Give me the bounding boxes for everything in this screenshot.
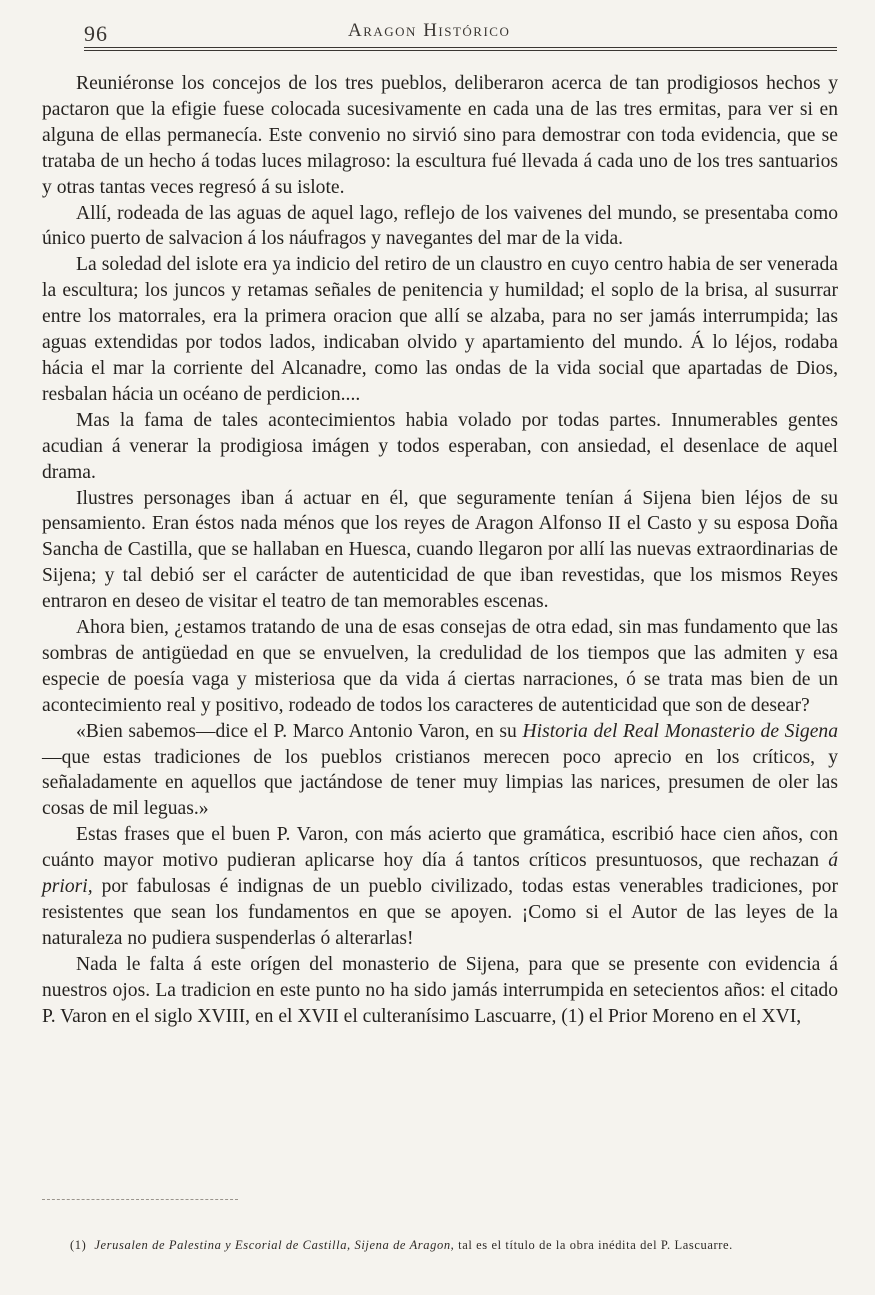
paragraph-text: Nada le falta á este orígen del monasterio de Sijena, para que se presente con evidencia á nuestros ojos. La tradicion en este punto no ha sido jamás interrumpida en setecientos años: el citado P. Varon en el siglo XVIII, en el XVII el culteranísimo Lascuarre, (1) el Prior Moreno en el XVI,	[42, 953, 838, 1027]
paragraph	[42, 252, 838, 407]
paragraph-text: Estas frases que el buen P. Varon, con más acierto que gramática, escribió hace cien años, con cuánto mayor motivo pudieran aplicarse hoy día á tantos críticos presuntuosos, que rechazan	[42, 824, 838, 872]
body-text	[42, 71, 838, 1030]
footnote-marker: (1)	[70, 1238, 87, 1252]
footnote-text: tal es el título de la obra inédita del P. Lascuarre.	[454, 1238, 733, 1252]
footnote-title: Jerusalen de Palestina y Escorial de Castilla, Sijena de Aragon,	[94, 1238, 455, 1252]
paragraph-text: Reuniéronse los concejos de los tres pueblos, deliberaron acerca de tan prodigiosos hechos y pactaron que la efigie fuese colocada sucesivamente en cada una de las tres ermitas, para ver si en alguna de ellas permanecía. Este convenio no sirvió sino para demostrar con toda evidencia, que se trataba de un hecho á todas luces milagroso: la escultura fué llevada á cada uno de los tres santuarios y otras tantas veces regresó á su islote.	[42, 73, 838, 198]
paragraph-text: Mas la fama de tales acontecimientos habia volado por todas partes. Innumerables gentes acudian á venerar la prodigiosa imágen y todos esperaban, con ansiedad, el desenlace de aquel drama.	[42, 409, 838, 483]
header-rule	[84, 47, 837, 48]
footnote	[42, 1234, 838, 1256]
italic-title: Historia del Real Monasterio de Sigena	[522, 720, 838, 742]
paragraph-text: —que estas tradiciones de los pueblos cristianos merecen poco aprecio en los críticos, y señaladamente en aquellos que jactándose de tener muy limpias las narices, presumen de oler las cosas de mil leguas.»	[42, 746, 838, 820]
paragraph-text: por fabulosas é indignas de un pueblo civilizado, todas estas venerables tradiciones, por resistentes que sean los fundamentos en que se apoyen. ¡Como si el Autor de las leyes de la naturaleza no pudiera suspenderlas ó alterarlas!	[42, 876, 838, 949]
paragraph	[42, 719, 838, 823]
paragraph-text: Ahora bien, ¿estamos tratando de una de esas consejas de otra edad, sin mas fundamento que las sombras de antigüedad en que se envuelven, la credulidad de los tiempos que las admiten y esa especie de poesía vaga y misteriosa que da vida á ciertas narraciones, ó se trata mas bien de un acontecimiento real y positivo, rodeado de todos los caracteres de autenticidad que son de desear?	[42, 617, 838, 716]
paragraph-text: La soledad del islote era ya indicio del retiro de un claustro en cuyo centro habia de ser venerada la escultura; los juncos y retamas señales de penitencia y humildad; el soplo de la brisa, al susurrar entre los matorrales, era la primera oracion que allí se alzaba, para no ser jamás interrumpida; las aguas extendidas por todos lados, indicaban olvido y apartamiento del mundo. Á lo léjos, rodaba hácia el mar la corriente del Alcanadre, como las ondas de la vida social que apartadas de Dios, resbalan hácia un océano de perdicion....	[42, 254, 838, 405]
paragraph-text: Allí, rodeada de las aguas de aquel lago, reflejo de los vaivenes del mundo, se presentaba como único puerto de salvacion á los náufragos y navegantes del mar de la vida.	[42, 202, 838, 250]
paragraph-text: «Bien sabemos—dice el P. Marco Antonio Varon, en su	[76, 720, 523, 742]
paragraph	[42, 408, 838, 486]
paragraph-text: Ilustres personages iban á actuar en él, que seguramente tenían á Sijena bien léjos de su pensamiento. Eran éstos nada ménos que los reyes de Aragon Alfonso II el Casto y su esposa Doña Sancha de Castilla, que se hallaban en Huesca, cuando llegaron por allí las nuevas extraordinarias de Sijena; y tal debió ser el carácter de autenticidad de que iban revestidas, que los mismos Reyes entraron en deseo de visitar el teatro de tan memorables escenas.	[42, 487, 838, 613]
paragraph	[42, 71, 838, 201]
paragraph	[42, 486, 838, 616]
running-head: Aragon Histórico	[348, 20, 511, 41]
paragraph	[42, 822, 838, 952]
page-number: 96	[84, 21, 108, 46]
paragraph	[42, 952, 838, 1030]
paragraph	[42, 615, 838, 719]
footnote-separator	[42, 1199, 238, 1200]
paragraph	[42, 201, 838, 253]
italic-title: á priori,	[42, 850, 838, 898]
